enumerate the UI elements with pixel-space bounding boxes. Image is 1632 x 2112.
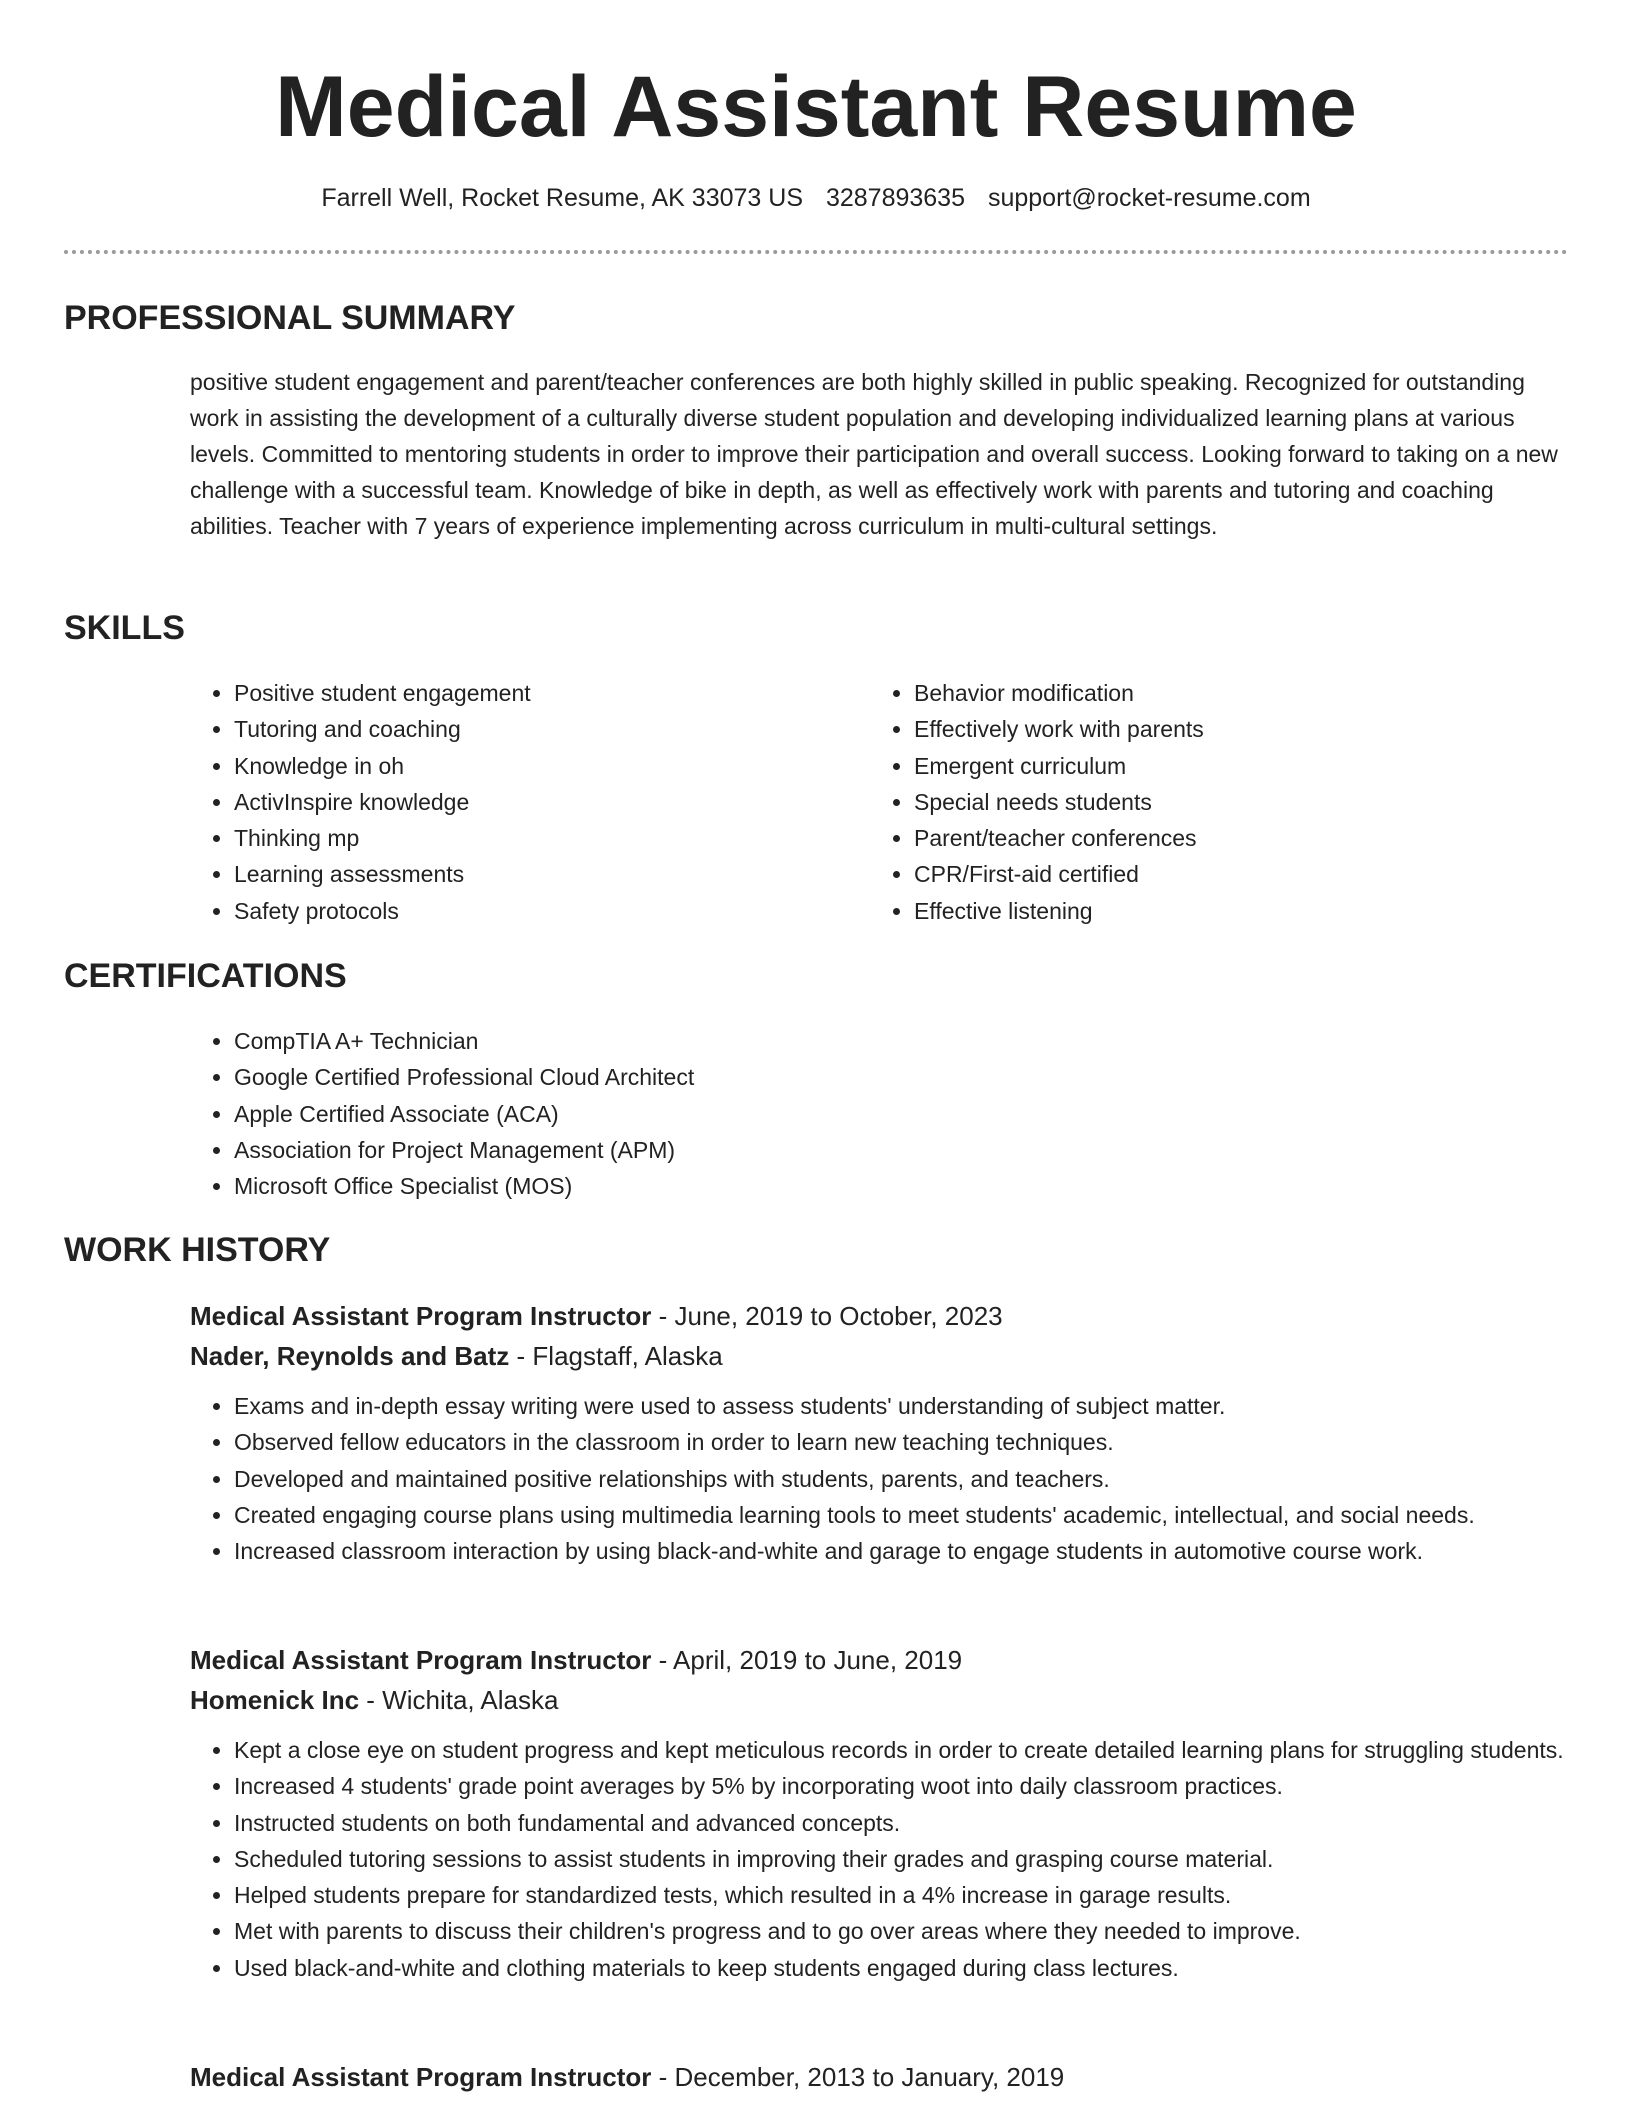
skill-item: • CPR/First-aid certified	[914, 856, 1510, 892]
job-location: - Wichita, Alaska	[359, 1685, 559, 1715]
job-duty-item: • Instructed students on both fundamental and advanced concepts.	[234, 1805, 1570, 1841]
header-divider	[64, 250, 1568, 254]
job-title: Medical Assistant Program Instructor	[190, 2062, 652, 2092]
job-entry	[190, 1296, 1570, 1569]
job-duty-item: • Kept a close eye on student progress and kept meticulous records in order to create detailed learning plans for struggling students.	[234, 1732, 1570, 1768]
skill-item: • Parent/teacher conferences	[914, 820, 1510, 856]
skill-item: • Knowledge in oh	[234, 748, 830, 784]
skill-item: • Special needs students	[914, 784, 1510, 820]
job-duty-item: • Increased classroom interaction by using black-and-white and garage to engage students in automotive course work.	[234, 1533, 1570, 1569]
job-duty-item: • Created engaging course plans using multimedia learning tools to meet students' academic, intellectual, and social needs.	[234, 1497, 1570, 1533]
job-dates: - April, 2019 to June, 2019	[651, 1645, 963, 1675]
summary-text: positive student engagement and parent/teacher conferences are both highly skilled in public speaking. Recognized for outstanding work in assisting the development of a culturally diverse student population and developing individualized learning plans at various levels. Committed to mentoring students in order to improve their participation and overall success. Looking forward to taking on a new challenge with a successful team. Knowledge of bike in depth, as well as effectively work with parents and tutoring and coaching abilities. Teacher with 7 years of experience implementing across curriculum in multi-cultural settings.	[190, 369, 1558, 539]
job-company: Homenick Inc	[190, 1685, 360, 1715]
job-duty-item: • Scheduled tutoring sessions to assist students in improving their grades and grasping course material.	[234, 1841, 1570, 1877]
job-dates: - December, 2013 to January, 2019	[651, 2062, 1065, 2092]
contact-phone: 3287893635	[825, 184, 965, 212]
skill-item: • Thinking mp	[234, 820, 830, 856]
job-duty-item: • Increased 4 students' grade point averages by 5% by incorporating woot into daily classroom practices.	[234, 1768, 1570, 1804]
work-history-heading: WORK HISTORY	[64, 1231, 331, 1269]
job-entry	[190, 1640, 1570, 1986]
job-title-line	[190, 1640, 1570, 1680]
job-location: - Flagstaff, Alaska	[509, 1341, 723, 1371]
certifications-list	[190, 1023, 1390, 1204]
certification-item: • Microsoft Office Specialist (MOS)	[234, 1168, 1390, 1204]
contact-email: support@rocket-resume.com	[987, 184, 1311, 212]
job-title: Medical Assistant Program Instructor	[190, 1645, 652, 1675]
certification-item: • Apple Certified Associate (ACA)	[234, 1096, 1390, 1132]
job-duty-item: • Observed fellow educators in the classroom in order to learn new teaching techniques.	[234, 1424, 1570, 1460]
job-duties	[190, 1732, 1570, 1986]
job-title-line	[190, 1296, 1570, 1336]
certification-item: • Association for Project Management (APM)	[234, 1132, 1390, 1168]
job-company-line	[190, 1336, 1570, 1376]
skill-item: • Emergent curriculum	[914, 748, 1510, 784]
skills-list-right	[870, 675, 1510, 929]
certification-item: • CompTIA A+ Technician	[234, 1023, 1390, 1059]
skill-item: • Effective listening	[914, 893, 1510, 929]
job-duty-item: • Exams and in-depth essay writing were used to assess students' understanding of subject matter.	[234, 1388, 1570, 1424]
job-duty-item: • Met with parents to discuss their children's progress and to go over areas where they needed to improve.	[234, 1913, 1570, 1949]
job-duties	[190, 1388, 1570, 1569]
contact-line	[0, 180, 1632, 216]
skill-item: • Positive student engagement	[234, 675, 830, 711]
skill-item: • Safety protocols	[234, 893, 830, 929]
job-title-line	[190, 2057, 1570, 2097]
skill-item: • ActivInspire knowledge	[234, 784, 830, 820]
job-company-line	[190, 1680, 1570, 1720]
job-duty-item: • Used black-and-white and clothing materials to keep students engaged during class lectures.	[234, 1950, 1570, 1986]
contact-address: Farrell Well, Rocket Resume, AK 33073 US	[321, 184, 803, 212]
skills-heading: SKILLS	[64, 609, 185, 647]
skill-item: • Tutoring and coaching	[234, 711, 830, 747]
job-entry	[190, 2057, 1570, 2097]
skill-item: • Behavior modification	[914, 675, 1510, 711]
job-company: Nader, Reynolds and Batz	[190, 1341, 510, 1371]
skill-item: • Learning assessments	[234, 856, 830, 892]
certification-item: • Google Certified Professional Cloud Architect	[234, 1059, 1390, 1095]
job-duty-item: • Developed and maintained positive relationships with students, parents, and teachers.	[234, 1461, 1570, 1497]
summary-heading: PROFESSIONAL SUMMARY	[64, 299, 516, 337]
job-duty-item: • Helped students prepare for standardized tests, which resulted in a 4% increase in garage results.	[234, 1877, 1570, 1913]
certifications-heading: CERTIFICATIONS	[64, 957, 347, 995]
job-title: Medical Assistant Program Instructor	[190, 1301, 652, 1331]
skill-item: • Effectively work with parents	[914, 711, 1510, 747]
page-title: Medical Assistant Resume	[275, 59, 1357, 155]
skills-list-left	[190, 675, 830, 929]
job-dates: - June, 2019 to October, 2023	[651, 1301, 1003, 1331]
